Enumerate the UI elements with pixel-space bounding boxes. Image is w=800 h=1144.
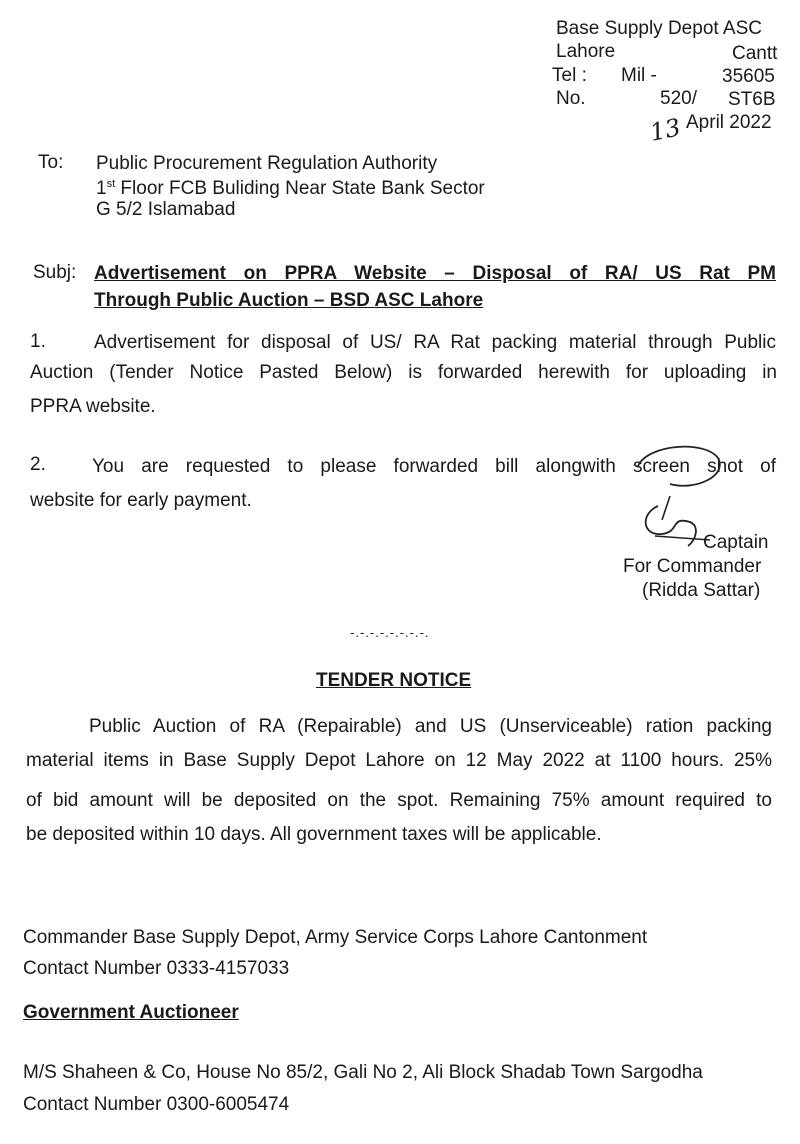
signature-name: (Ridda Sattar) xyxy=(642,580,761,601)
auctioneer-line2: Contact Number 0300-6005474 xyxy=(23,1094,290,1115)
header-tel-label: Tel : xyxy=(552,65,587,86)
para1-line3: PPRA website. xyxy=(30,396,156,417)
to-line2-sup: st xyxy=(106,178,116,190)
tender-line2: material items in Base Supply Depot Lahore on 12 May 2022 at 1100 hours. 25% xyxy=(26,750,772,771)
para2-line2: website for early payment. xyxy=(30,490,252,511)
to-line1: Public Procurement Regulation Authority xyxy=(96,153,438,174)
to-label: To: xyxy=(38,152,64,173)
header-no-suffix: ST6B xyxy=(728,89,776,110)
auctioneer-heading: Government Auctioneer xyxy=(23,1002,239,1023)
header-no-label: No. xyxy=(556,88,586,109)
to-line2-ordinal: 1 xyxy=(96,178,107,199)
para1-line1: Advertisement for disposal of US/ RA Rat packing material through Public xyxy=(94,332,776,353)
header-no-value: 520/ xyxy=(660,88,697,109)
tender-line1: Public Auction of RA (Repairable) and US (Unserviceable) ration packing xyxy=(89,716,772,737)
subject-line1: Advertisement on PPRA Website – Disposal of RA/ US Rat PM xyxy=(94,263,776,284)
to-line3: G 5/2 Islamabad xyxy=(96,199,236,220)
header-org-line2-left: Lahore xyxy=(556,41,616,62)
section-separator: -.-.-.-.-.-.-.-. xyxy=(350,625,430,640)
header-date-handwritten-day: 13 xyxy=(647,113,684,147)
subject-line2: Through Public Auction – BSD ASC Lahore xyxy=(94,290,484,311)
tender-line4: be deposited within 10 days. All government taxes will be applicable. xyxy=(26,824,602,845)
signature-rank: Captain xyxy=(703,532,769,553)
signature-for-line: For Commander xyxy=(623,556,762,577)
header-date-text: April 2022 xyxy=(686,112,772,133)
para1-line2: Auction (Tender Notice Pasted Below) is forwarded herewith for uploading in xyxy=(30,362,777,383)
subject-label: Subj: xyxy=(33,262,77,283)
header-tel-number: 35605 xyxy=(722,66,775,87)
to-line2-rest: Floor FCB Buliding Near State Bank Sector xyxy=(115,178,485,199)
to-line2 xyxy=(96,178,485,200)
header-tel-prefix: Mil - xyxy=(621,65,657,86)
para1-number: 1. xyxy=(30,331,46,352)
tender-line3: of bid amount will be deposited on the spot. Remaining 75% amount required to xyxy=(26,790,772,811)
tender-title: TENDER NOTICE xyxy=(316,670,472,691)
para2-number: 2. xyxy=(30,454,46,475)
header-org-line1: Base Supply Depot ASC xyxy=(556,18,762,39)
auctioneer-line1: M/S Shaheen & Co, House No 85/2, Gali No 2, Ali Block Shadab Town Sargodha xyxy=(23,1062,703,1083)
commander-line1: Commander Base Supply Depot, Army Service Corps Lahore Cantonment xyxy=(23,927,648,948)
header-org-line2-right: Cantt xyxy=(732,43,778,64)
para2-line1: You are requested to please forwarded bill alongwith screen shot of xyxy=(92,456,776,477)
commander-line2: Contact Number 0333-4157033 xyxy=(23,958,290,979)
